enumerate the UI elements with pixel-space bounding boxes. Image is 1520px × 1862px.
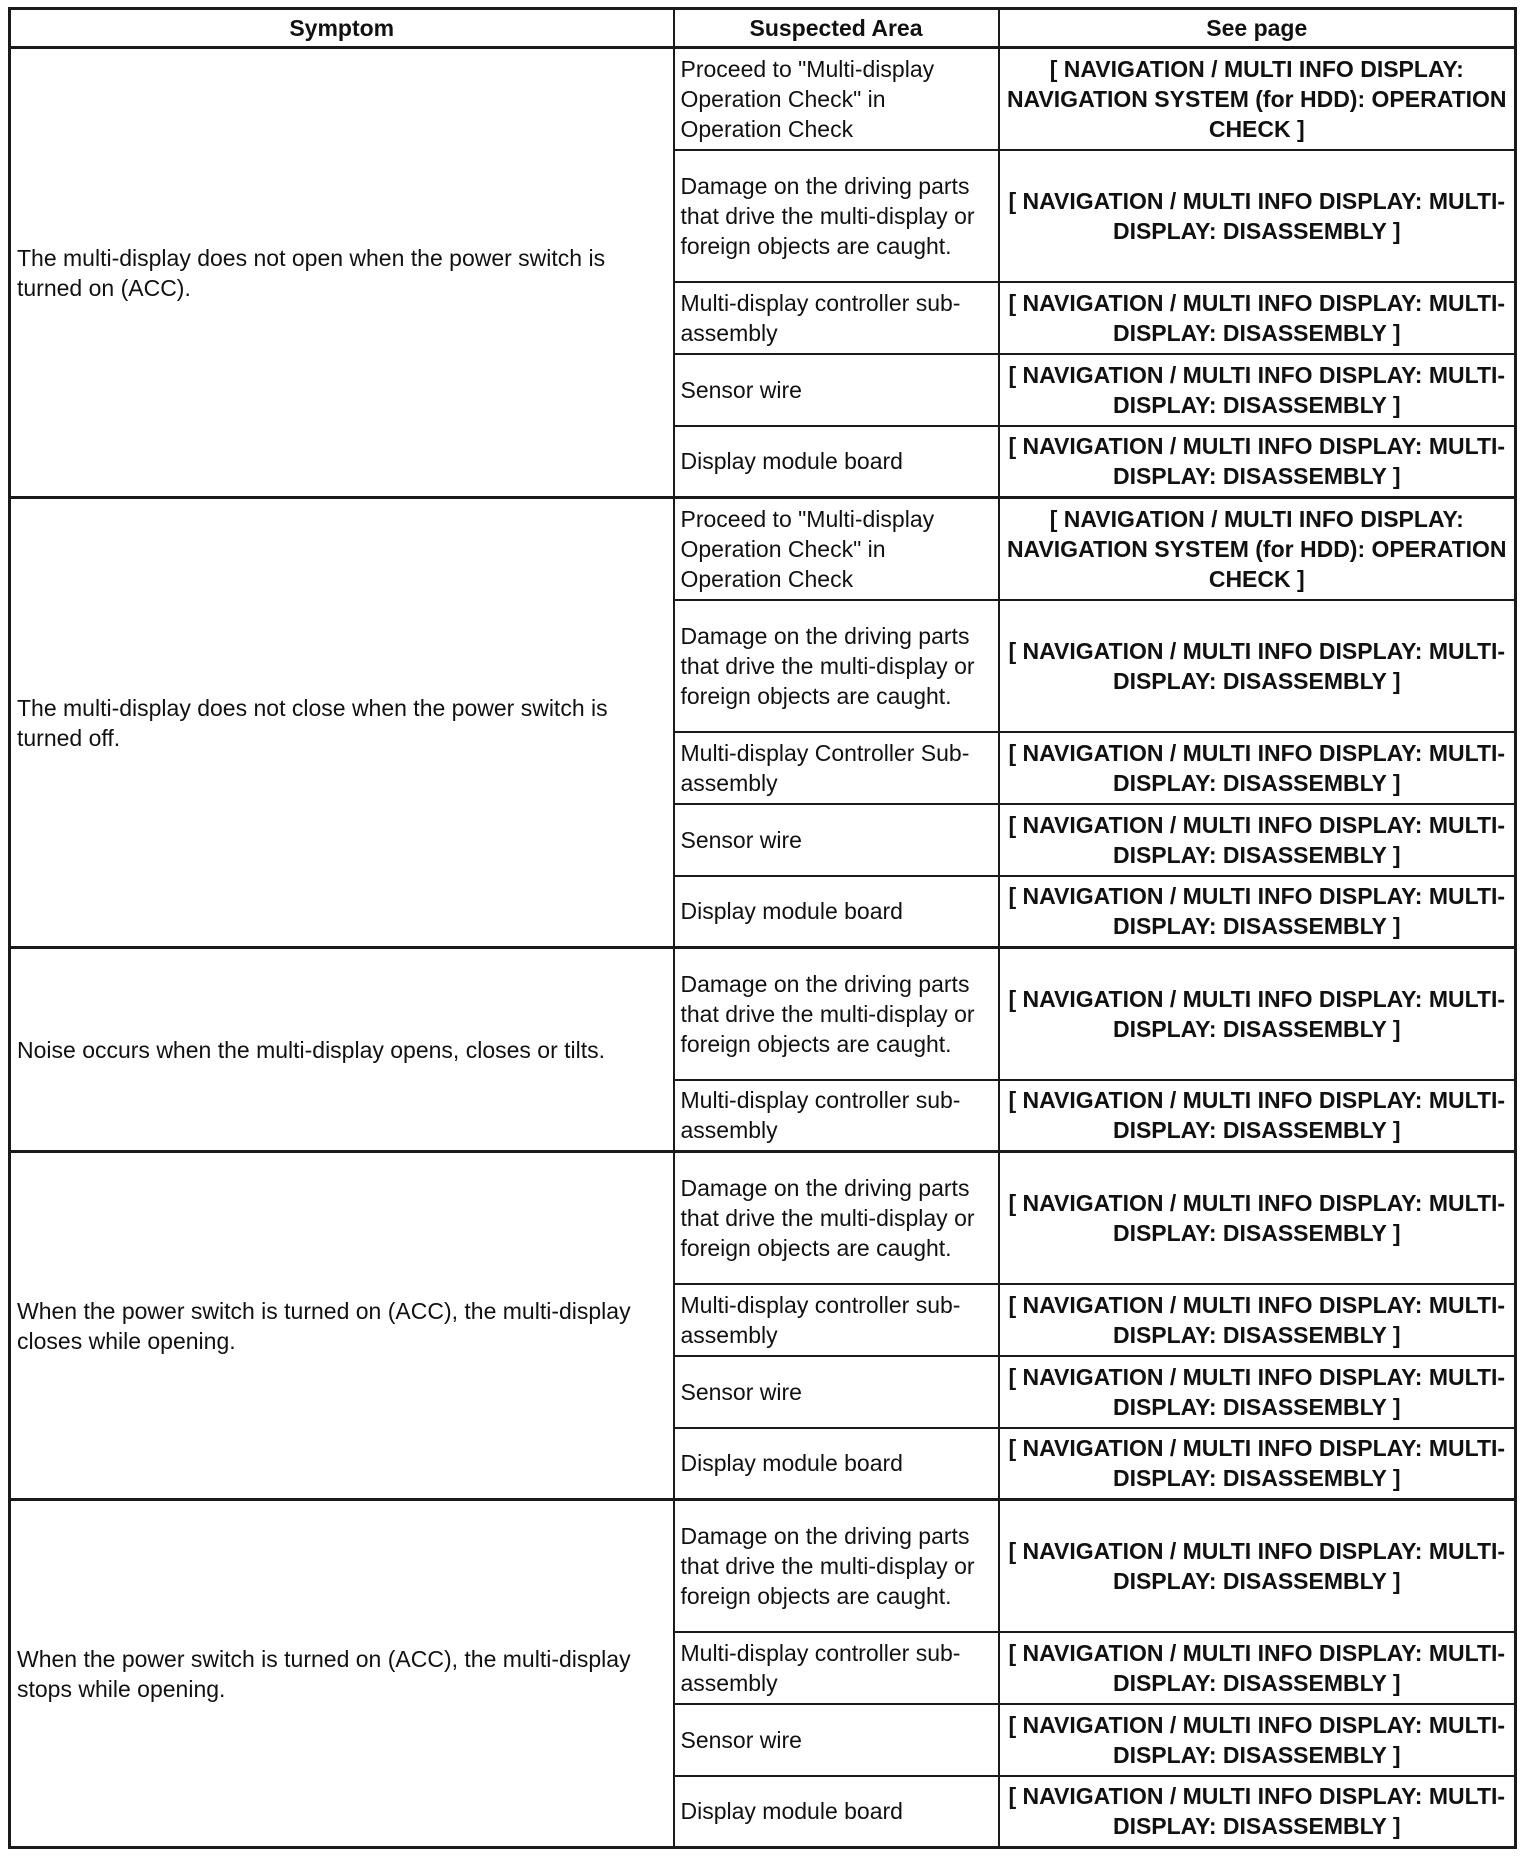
see-page-link[interactable]: [ NAVIGATION / MULTI INFO DISPLAY: MULTI-DISPLAY: DISASSEMBLY ] [999, 426, 1516, 498]
suspected-area-cell: Display module board [674, 1776, 999, 1848]
suspected-area-cell: Sensor wire [674, 354, 999, 426]
see-page-link[interactable]: [ NAVIGATION / MULTI INFO DISPLAY: MULTI-DISPLAY: DISASSEMBLY ] [999, 1632, 1516, 1704]
symptom-cell: The multi-display does not close when the power switch is turned off. [10, 498, 674, 948]
see-page-link[interactable]: [ NAVIGATION / MULTI INFO DISPLAY: MULTI-DISPLAY: DISASSEMBLY ] [999, 354, 1516, 426]
header-symptom: Symptom [10, 9, 674, 48]
suspected-area-cell: Damage on the driving parts that drive the multi-display or foreign objects are caught. [674, 150, 999, 282]
suspected-area-cell: Proceed to "Multi-display Operation Check" in Operation Check [674, 48, 999, 150]
suspected-area-cell: Proceed to "Multi-display Operation Check" in Operation Check [674, 498, 999, 600]
see-page-link[interactable]: [ NAVIGATION / MULTI INFO DISPLAY: MULTI-DISPLAY: DISASSEMBLY ] [999, 600, 1516, 732]
see-page-link[interactable]: [ NAVIGATION / MULTI INFO DISPLAY: MULTI-DISPLAY: DISASSEMBLY ] [999, 150, 1516, 282]
see-page-link[interactable]: [ NAVIGATION / MULTI INFO DISPLAY: MULTI-DISPLAY: DISASSEMBLY ] [999, 804, 1516, 876]
table-body [10, 48, 1516, 1848]
suspected-area-cell: Multi-display controller sub-assembly [674, 1632, 999, 1704]
see-page-link[interactable]: [ NAVIGATION / MULTI INFO DISPLAY: MULTI-DISPLAY: DISASSEMBLY ] [999, 1152, 1516, 1284]
see-page-link[interactable]: [ NAVIGATION / MULTI INFO DISPLAY: NAVIGATION SYSTEM (for HDD): OPERATION CHECK ] [999, 498, 1516, 600]
suspected-area-cell: Damage on the driving parts that drive the multi-display or foreign objects are caught. [674, 948, 999, 1080]
suspected-area-cell: Damage on the driving parts that drive the multi-display or foreign objects are caught. [674, 600, 999, 732]
suspected-area-cell: Multi-display controller sub-assembly [674, 1080, 999, 1152]
suspected-area-cell: Multi-display controller sub-assembly [674, 282, 999, 354]
see-page-link[interactable]: [ NAVIGATION / MULTI INFO DISPLAY: NAVIGATION SYSTEM (for HDD): OPERATION CHECK ] [999, 48, 1516, 150]
header-see-page: See page [999, 9, 1516, 48]
see-page-link[interactable]: [ NAVIGATION / MULTI INFO DISPLAY: MULTI-DISPLAY: DISASSEMBLY ] [999, 732, 1516, 804]
symptom-cell: Noise occurs when the multi-display opens, closes or tilts. [10, 948, 674, 1152]
symptom-cell: The multi-display does not open when the power switch is turned on (ACC). [10, 48, 674, 498]
table-row [10, 1500, 1516, 1632]
suspected-area-cell: Multi-display Controller Sub-assembly [674, 732, 999, 804]
suspected-area-cell: Damage on the driving parts that drive the multi-display or foreign objects are caught. [674, 1152, 999, 1284]
suspected-area-cell: Display module board [674, 1428, 999, 1500]
table-row [10, 948, 1516, 1080]
table-row [10, 498, 1516, 600]
suspected-area-cell: Display module board [674, 876, 999, 948]
symptom-cell: When the power switch is turned on (ACC), the multi-display closes while opening. [10, 1152, 674, 1500]
symptom-table [8, 7, 1517, 1849]
table-row [10, 48, 1516, 150]
see-page-link[interactable]: [ NAVIGATION / MULTI INFO DISPLAY: MULTI-DISPLAY: DISASSEMBLY ] [999, 948, 1516, 1080]
suspected-area-cell: Sensor wire [674, 1356, 999, 1428]
see-page-link[interactable]: [ NAVIGATION / MULTI INFO DISPLAY: MULTI-DISPLAY: DISASSEMBLY ] [999, 1080, 1516, 1152]
see-page-link[interactable]: [ NAVIGATION / MULTI INFO DISPLAY: MULTI-DISPLAY: DISASSEMBLY ] [999, 1776, 1516, 1848]
table-header-row [10, 9, 1516, 48]
suspected-area-cell: Sensor wire [674, 804, 999, 876]
see-page-link[interactable]: [ NAVIGATION / MULTI INFO DISPLAY: MULTI-DISPLAY: DISASSEMBLY ] [999, 1704, 1516, 1776]
suspected-area-cell: Sensor wire [674, 1704, 999, 1776]
see-page-link[interactable]: [ NAVIGATION / MULTI INFO DISPLAY: MULTI-DISPLAY: DISASSEMBLY ] [999, 1428, 1516, 1500]
symptom-cell: When the power switch is turned on (ACC), the multi-display stops while opening. [10, 1500, 674, 1848]
header-suspected-area: Suspected Area [674, 9, 999, 48]
see-page-link[interactable]: [ NAVIGATION / MULTI INFO DISPLAY: MULTI-DISPLAY: DISASSEMBLY ] [999, 1500, 1516, 1632]
troubleshooting-table-container [8, 7, 1517, 1849]
see-page-link[interactable]: [ NAVIGATION / MULTI INFO DISPLAY: MULTI-DISPLAY: DISASSEMBLY ] [999, 1356, 1516, 1428]
suspected-area-cell: Display module board [674, 426, 999, 498]
see-page-link[interactable]: [ NAVIGATION / MULTI INFO DISPLAY: MULTI-DISPLAY: DISASSEMBLY ] [999, 876, 1516, 948]
suspected-area-cell: Multi-display controller sub-assembly [674, 1284, 999, 1356]
table-row [10, 1152, 1516, 1284]
suspected-area-cell: Damage on the driving parts that drive the multi-display or foreign objects are caught. [674, 1500, 999, 1632]
see-page-link[interactable]: [ NAVIGATION / MULTI INFO DISPLAY: MULTI-DISPLAY: DISASSEMBLY ] [999, 282, 1516, 354]
see-page-link[interactable]: [ NAVIGATION / MULTI INFO DISPLAY: MULTI-DISPLAY: DISASSEMBLY ] [999, 1284, 1516, 1356]
